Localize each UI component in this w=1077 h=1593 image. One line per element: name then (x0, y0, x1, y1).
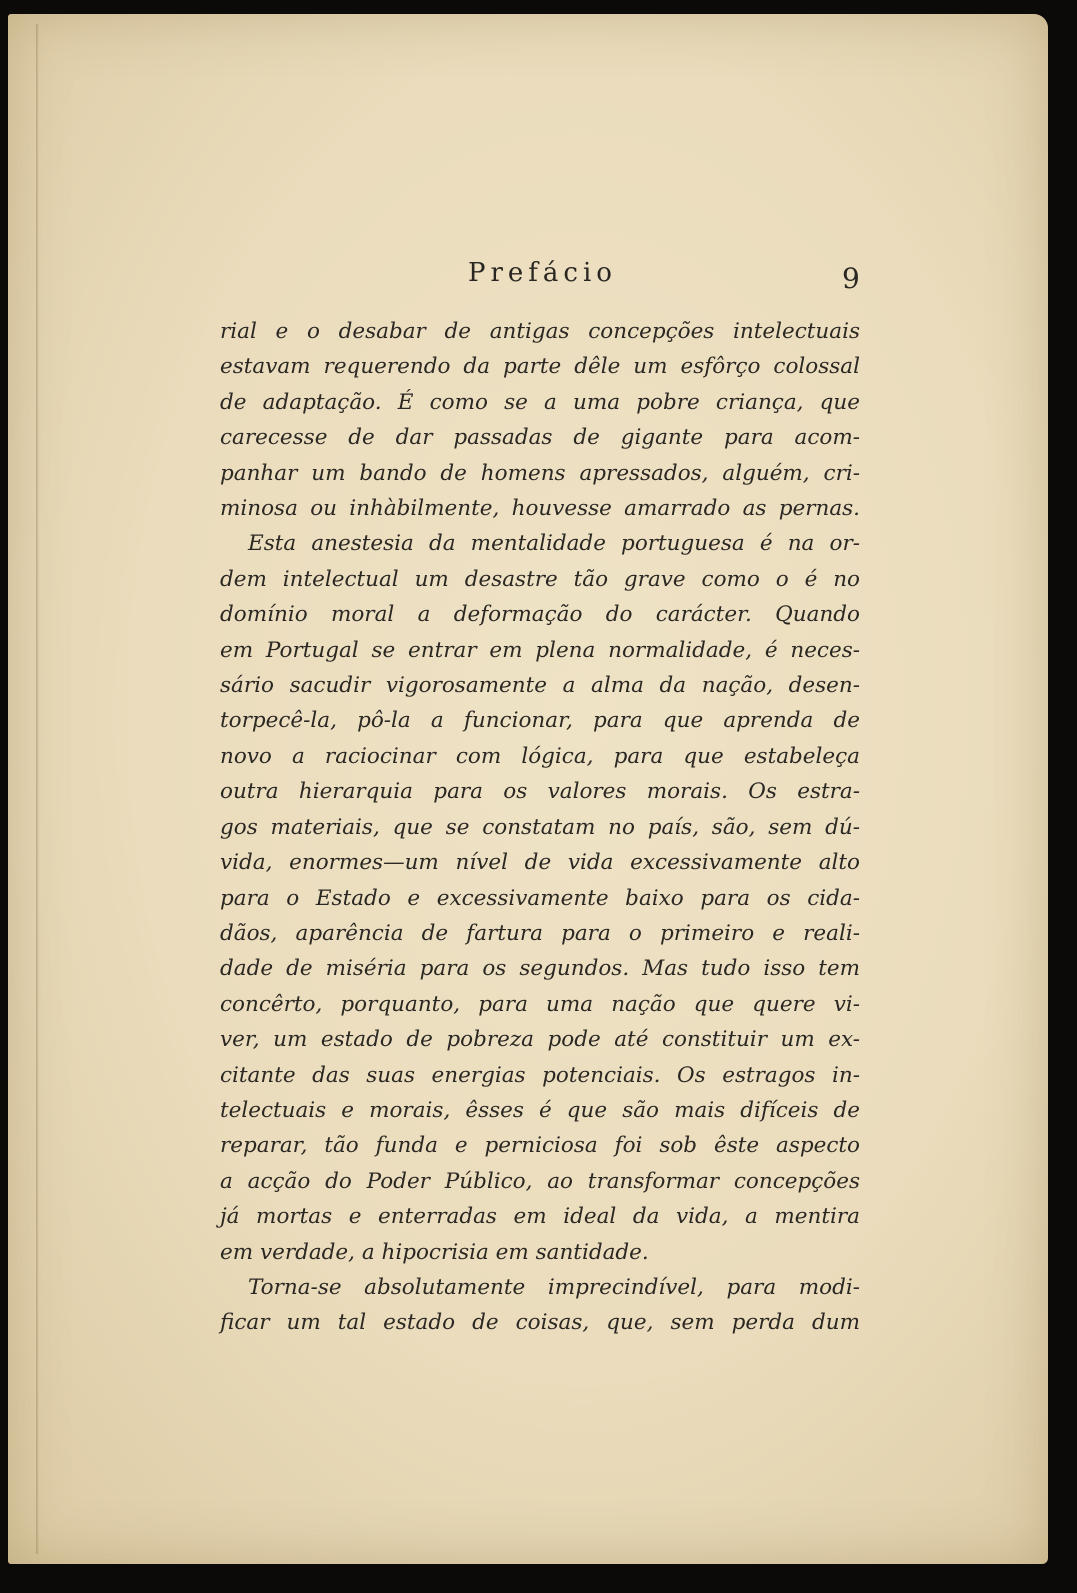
running-title: Prefácio (468, 258, 617, 288)
text-line: para o Estado e excessivamente baixo para os cida- (220, 885, 860, 911)
text-line: Torna-se absolutamente imprecindível, para modi- (248, 1274, 860, 1300)
text-line: em verdade, a hipocrisia em santidade. (220, 1239, 649, 1265)
text-line: vida, enormes—um nível de vida excessivamente alto (220, 850, 860, 876)
text-line: minosa ou inhàbilmente, houvesse amarrado as pernas. (220, 496, 860, 522)
text-line: Esta anestesia da mentalidade portuguesa é na or- (248, 531, 860, 557)
page-number: 9 (842, 262, 860, 295)
text-line: a acção do Poder Público, ao transformar concepções (220, 1168, 860, 1194)
text-line: carecesse de dar passadas de gigante para acom- (220, 425, 860, 451)
text-line: outra hierarquia para os valores morais. Os estra- (220, 779, 860, 805)
text-line: dade de miséria para os segundos. Mas tudo isso tem (220, 956, 860, 982)
text-line: dãos, aparência de fartura para o primeiro e reali- (220, 920, 860, 946)
text-line: sário sacudir vigorosamente a alma da nação, desen- (220, 673, 860, 699)
text-line: panhar um bando de homens apressados, alguém, cri- (220, 460, 860, 486)
text-line: rial e o desabar de antigas concepções intelectuais (220, 319, 860, 344)
text-line: torpecê-la, pô-la a funcionar, para que aprenda de (220, 708, 860, 734)
page-header (8, 246, 1048, 296)
text-line: de adaptação. É como se a uma pobre criança, que (220, 389, 860, 415)
text-line: novo a raciocinar com lógica, para que estabeleça (220, 743, 860, 769)
text-line: dem intelectual um desastre tão grave como o é no (220, 566, 860, 592)
text-line: reparar, tão funda e perniciosa foi sob êste aspecto (220, 1133, 860, 1159)
text-line: concêrto, porquanto, para uma nação que quere vi- (220, 991, 860, 1017)
book-page (8, 14, 1048, 1564)
text-line: gos materiais, que se constatam no país, são, sem dú- (220, 814, 860, 840)
text-line: telectuais e morais, êsses é que são mais difíceis de (220, 1097, 860, 1123)
body-text (220, 314, 860, 1341)
text-line: já mortas e enterradas em ideal da vida, a mentira (220, 1204, 860, 1230)
text-line: ficar um tal estado de coisas, que, sem perda dum (220, 1310, 860, 1336)
text-line: em Portugal se entrar em plena normalidade, é neces- (220, 637, 860, 663)
text-line: citante das suas energias potenciais. Os estragos in- (220, 1062, 860, 1088)
text-line: ver, um estado de pobreza pode até constituir um ex- (220, 1027, 860, 1053)
text-line: estavam requerendo da parte dêle um esfôrço colossal (220, 354, 860, 380)
text-line: domínio moral a deformação do carácter. Quando (220, 602, 860, 628)
